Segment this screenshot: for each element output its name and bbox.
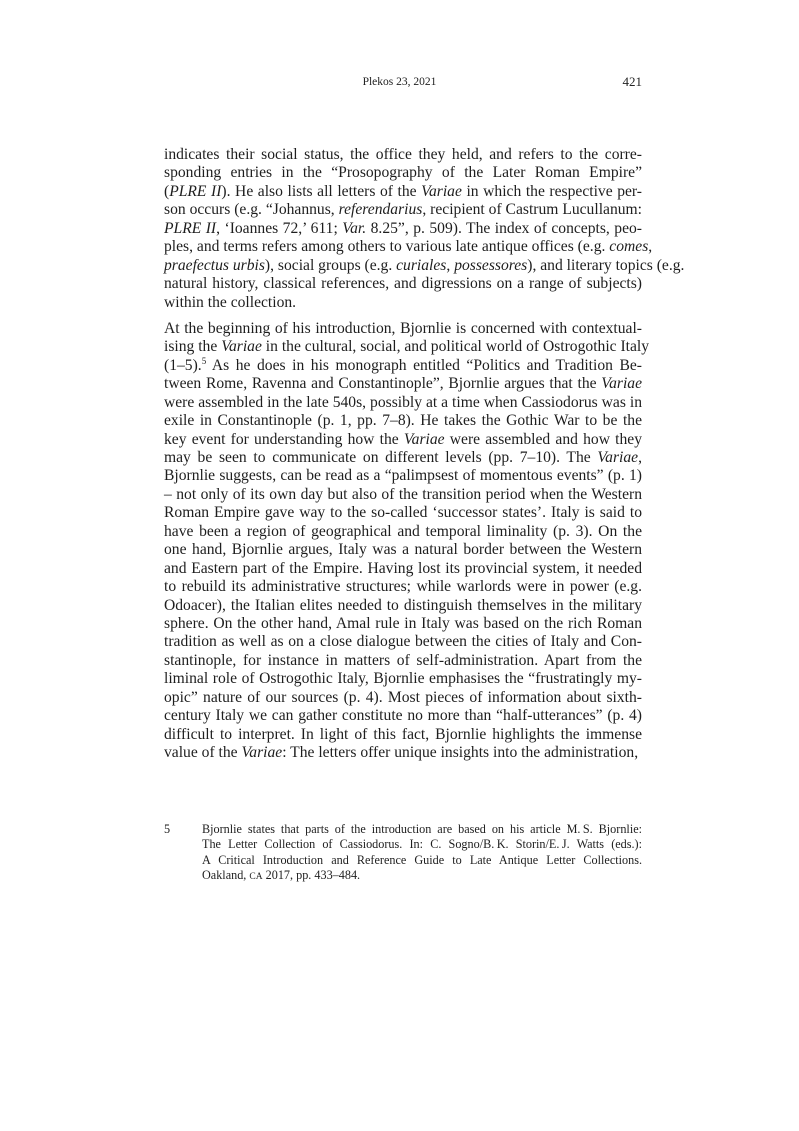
text-line: PLRE II, ‘Ioannes 72,’ 611; Var. 8.25”, p. 509). The index of concepts, peo- bbox=[164, 219, 642, 237]
text-line: natural history, classical references, and digressions on a range of subjects) bbox=[164, 275, 642, 293]
text-line: value of the Variae: The letters offer unique insights into the administration, bbox=[164, 744, 639, 761]
text-line: key event for understanding how the Variae were assembled and how they bbox=[164, 430, 642, 448]
paragraph-2 bbox=[164, 319, 650, 763]
text-line: (1–5).$^5$ As he does in his monograph entitled “Politics and Tradition Be- bbox=[164, 355, 642, 374]
text-line: sphere. On the other hand, Amal rule in Italy was based on the rich Roman bbox=[164, 614, 642, 632]
text-line: within the collection. bbox=[164, 293, 297, 311]
text-line: liminal role of Ostrogothic Italy, Bjornlie emphasises the “frustratingly my- bbox=[164, 670, 642, 688]
text-line: have been a region of geographical and temporal liminality (p. 3). On the bbox=[164, 522, 642, 540]
text-line: sponding entries in the “Prosopography of the Later Roman Empire” bbox=[164, 164, 642, 182]
footnote-text bbox=[202, 822, 642, 884]
text-line: ples, and terms refers among others to various late antique offices (e.g. comes, bbox=[164, 238, 653, 256]
text-line: indicates their social status, the office they held, and refers to the corre- bbox=[164, 146, 642, 163]
footnote-line: The Letter Collection of Cassiodorus. In: C. Sogno/B. K. Storin/E. J. Watts (eds.): bbox=[202, 837, 642, 852]
footnote-line: Oakland, CA 2017, pp. 433–484. bbox=[202, 868, 361, 883]
footnote-number: 5 bbox=[164, 822, 171, 836]
text-line: tradition as well as on a close dialogue between the cities of Italy and Con- bbox=[164, 633, 642, 651]
text-line: stantinople, for instance in matters of self-administration. Apart from the bbox=[164, 651, 642, 669]
running-head: Plekos 23, 2021 bbox=[362, 76, 437, 88]
footnote-line: A Critical Introduction and Reference Guide to Late Antique Letter Collections. bbox=[202, 852, 642, 867]
page-number: 421 bbox=[622, 74, 642, 89]
text-line: and Eastern part of the Empire. Having lost its provincial system, it needed bbox=[164, 559, 642, 577]
text-line: one hand, Bjornlie argues, Italy was a natural border between the Western bbox=[164, 541, 642, 559]
text-line: praefectus urbis), social groups (e.g. curiales, possessores), and literary topics (e.g. bbox=[164, 256, 685, 274]
footnote-line: Bjornlie states that parts of the introduction are based on his article M. S. Bjornlie: bbox=[202, 822, 642, 836]
text-line: tween Rome, Ravenna and Constantinople”, Bjornlie argues that the Variae bbox=[164, 375, 642, 393]
paragraph-1 bbox=[164, 146, 685, 312]
text-line: ising the Variae in the cultural, social, and political world of Ostrogothic Italy bbox=[164, 338, 650, 356]
text-line: exile in Constantinople (p. 1, pp. 7–8). He takes the Gothic War to be the bbox=[164, 412, 642, 430]
text-line: son occurs (e.g. “Johannus, referendarius, recipient of Castrum Lucullanum: bbox=[164, 201, 642, 219]
text-line: Odoacer), the Italian elites needed to distinguish themselves in the military bbox=[164, 596, 642, 614]
text-line: Roman Empire gave way to the so-called ‘successor states’. Italy is said to bbox=[164, 504, 642, 522]
text-line: century Italy we can gather constitute no more than “half-utterances” (p. 4) bbox=[164, 707, 642, 725]
text-line: Bjornlie suggests, can be read as a “palimpsest of momentous events” (p. 1) bbox=[164, 467, 642, 485]
paragraph-gap bbox=[164, 312, 642, 320]
page-header bbox=[0, 76, 799, 96]
text-line: opic” nature of our sources (p. 4). Most pieces of information about sixth- bbox=[164, 688, 642, 706]
text-line: may be seen to communicate on different levels (pp. 7–10). The Variae, bbox=[164, 449, 642, 466]
text-line: At the beginning of his introduction, Bjornlie is concerned with contextual- bbox=[164, 319, 642, 337]
text-line: – not only of its own day but also of the transition period when the Western bbox=[164, 485, 642, 503]
text-line: (PLRE II). He also lists all letters of the Variae in which the respective per- bbox=[164, 182, 642, 200]
body-text bbox=[164, 146, 685, 762]
text-line: to rebuild its administrative structures; while warlords were in power (e.g. bbox=[164, 578, 642, 596]
text-line: difficult to interpret. In light of this fact, Bjornlie highlights the immense bbox=[164, 725, 642, 743]
text-line: were assembled in the late 540s, possibly at a time when Cassiodorus was in bbox=[164, 393, 642, 411]
